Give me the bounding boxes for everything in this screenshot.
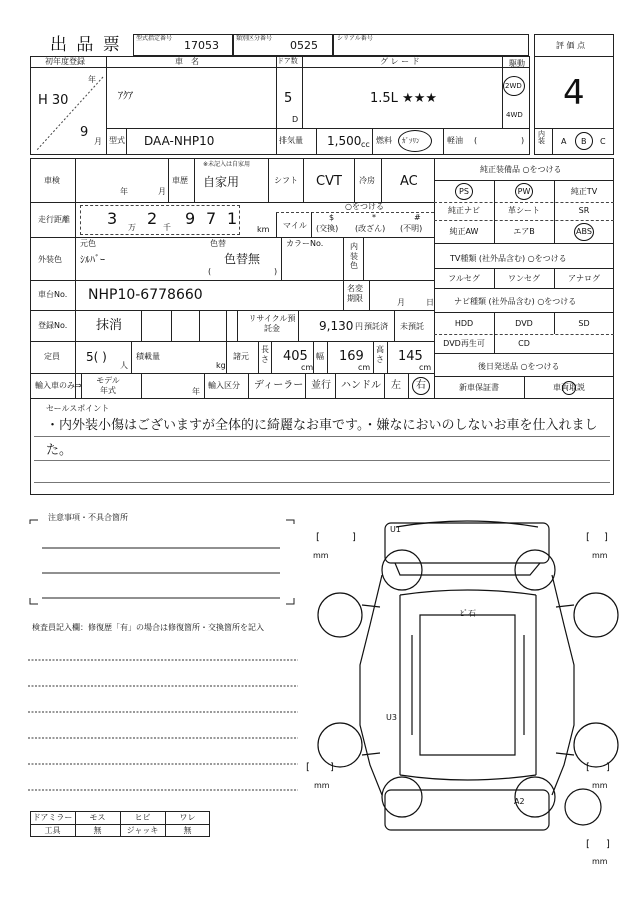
paren-close: ) (521, 136, 525, 145)
sales-point-line-1: ・内外装小傷はございますが全体的に綺麗なお車です。・嫌なにおいのしないお車を仕入れまし (46, 418, 598, 433)
length-cm: cm (301, 363, 314, 372)
mileage-digit-3: 9 (185, 209, 196, 228)
interior-grade-label: 内装 (538, 130, 545, 145)
original-color-label: 元色 (80, 239, 96, 248)
inspector-label: 検査員記入欄：修復歴「有」の場合は修復箇所・交換箇所を記入 (32, 623, 264, 632)
rating-label: 評 価 点 (556, 41, 586, 50)
nav-dvd: DVD (515, 319, 533, 328)
color-change-label: 色替 (210, 239, 226, 248)
drive-label: 駆動 (509, 59, 525, 68)
name-change-day: 日 (426, 298, 434, 307)
history-note: ※未記入は自家用 (203, 161, 251, 168)
door-mirror-crack: ヒビ (134, 813, 151, 822)
displacement-label: 排気量 (279, 136, 303, 145)
exterior-color-label: 外装色 (38, 255, 62, 264)
interior-grade-a: A (561, 137, 567, 146)
interior-grade-b-circle (575, 132, 593, 150)
sales-point-line-2: た。 (46, 443, 73, 458)
cd: CD (518, 339, 530, 348)
fuel-gasoline: ｶﾞｿﾘﾝ (402, 137, 420, 145)
mm-1: mm (313, 551, 329, 560)
tools-label: 工具 (44, 826, 61, 835)
name-change-month: 月 (397, 298, 405, 307)
equipment-abs-circle (574, 223, 594, 241)
car-name-label: 車 名 (175, 57, 199, 66)
import-class-label: 輸入区分 (208, 381, 240, 390)
class-number-label: 類別区分番号 (236, 35, 273, 42)
bracket-4-open: [ (586, 762, 590, 773)
history-label: 車歴 (172, 176, 188, 185)
model-year-label: モデル年式 (96, 376, 120, 395)
dvd-playable: DVD再生可 (443, 339, 485, 348)
car-name: ｱｸｱ (118, 91, 133, 102)
import-parallel: 並行 (311, 380, 331, 391)
shift-value: CVT (316, 174, 342, 189)
mileage-digit-2: 2 (147, 209, 158, 228)
grade: 1.5L ★★★ (370, 91, 438, 106)
bracket-3-open: [ (306, 762, 310, 773)
drive-2wd: 2WD (505, 82, 522, 90)
type-value: DAA-NHP10 (144, 134, 215, 148)
handle-left: 左 (391, 380, 401, 391)
inspection-year: 年 (120, 187, 128, 196)
month-suffix: 月 (94, 137, 102, 146)
equipment-aw: 純正AW (449, 227, 479, 236)
drive-4wd: 4WD (506, 111, 523, 119)
interior-color-label: 内装色 (350, 242, 358, 271)
jack-value: 無 (183, 826, 192, 835)
mm-4: mm (592, 781, 608, 790)
new-car-warranty: 新車保証書 (459, 383, 499, 392)
color-number-label: カラーNo. (286, 239, 324, 248)
type-label: 型式 (109, 136, 125, 145)
drive-2wd-circle (503, 76, 525, 96)
registration-number: 抹消 (96, 318, 123, 333)
tv-oneseg: ワンセグ (508, 274, 540, 283)
mileage-hash: # (414, 213, 421, 222)
bracket-3-close: ] (330, 762, 334, 773)
mileage-dollar: $ (329, 213, 335, 222)
serial-number-label: シリアル番号 (337, 35, 373, 42)
registration-number-label: 登録No. (38, 321, 68, 330)
import-dealer: ディーラー (254, 380, 304, 391)
door-mirror-moss: モス (89, 813, 106, 822)
tv-fullseg: フルセグ (448, 274, 480, 283)
car-damage-diagram (300, 515, 640, 845)
sales-point-label: セールスポイント (46, 404, 110, 413)
class-number: 0525 (290, 39, 318, 52)
caution-bracket (28, 518, 298, 608)
color-change-value: 色替無 (224, 252, 261, 266)
bracket-2-close: ] (604, 532, 608, 543)
mileage-mile: マイル (283, 221, 307, 230)
mileage-digit-5: 1 (227, 209, 238, 228)
mm-2: mm (592, 551, 608, 560)
inspection-label: 車検 (44, 176, 60, 185)
mileage-label: 走行距離 (38, 215, 70, 224)
capacity-unit: 人 (120, 361, 128, 370)
height-value: 145 (398, 349, 423, 364)
mark-u1: U1 (390, 525, 401, 534)
equipment-airbag: エアB (513, 227, 535, 236)
jack-label: ジャッキ (126, 826, 159, 835)
first-registration-label: 初年度登録 (45, 57, 85, 66)
recycle-unit: 円 (355, 322, 363, 331)
mileage-digit-4: 7 (206, 209, 217, 228)
name-change-label: 名変期限 (347, 284, 363, 303)
equipment-ps: PS (459, 187, 469, 196)
history-value: 自家用 (203, 175, 240, 189)
equipment-abs: ABS (576, 227, 592, 236)
after-shipping-title: 後日発送品 ○をつける (478, 362, 560, 371)
load-unit: kg (216, 361, 226, 370)
nav-hdd: HDD (454, 319, 474, 328)
year-suffix: 年 (88, 75, 96, 84)
door-count-label: ドア数 (277, 57, 298, 65)
fuel-gasoline-circle (398, 130, 432, 152)
vehicle-manual: 車両取説 (553, 383, 585, 392)
mileage-sen: 千 (163, 223, 171, 232)
equipment-tv: 純正TV (570, 187, 598, 196)
mm-5: mm (592, 857, 608, 866)
mileage-unknown: (不明) (400, 224, 423, 233)
recycle-amount: 9,130 (319, 319, 354, 333)
mileage-exchanged: (交換) (316, 224, 339, 233)
mark-chip: ﾋﾞ石 (460, 609, 476, 618)
handle-right: 右 (416, 380, 426, 391)
equipment-title: 純正装備品 ○をつける (480, 165, 562, 174)
door-mirror-break: ワレ (179, 813, 196, 822)
equipment-pw: PW (517, 187, 531, 196)
capacity-value: 5( ) (86, 350, 107, 364)
mark-u3: U3 (386, 713, 397, 722)
width-label: 幅 (316, 352, 324, 361)
color-change-paren-open: ( (208, 267, 212, 276)
capacity-label: 定員 (44, 352, 60, 361)
interior-grade-b: B (581, 137, 587, 146)
mileage-digit-1: 3 (107, 209, 118, 228)
model-number: 17053 (184, 39, 219, 52)
displacement: 1,500 (327, 134, 362, 148)
mileage-unit: km (257, 225, 270, 234)
mileage-choose: ○をつける (345, 202, 384, 211)
color-change-paren-close: ) (274, 267, 278, 276)
mileage-man: 万 (128, 223, 136, 232)
grade-label: グ レ ー ド (380, 57, 420, 66)
dimensions-label: 諸元 (233, 352, 249, 361)
ac-value: AC (400, 174, 418, 189)
tools-value: 無 (93, 826, 102, 835)
height-cm: cm (419, 363, 432, 372)
door-type: D (292, 115, 299, 124)
displacement-unit: cc (361, 140, 370, 149)
model-year-suffix: 年 (192, 387, 200, 396)
length-value: 405 (283, 349, 308, 364)
inspection-month: 月 (158, 187, 166, 196)
fuel-label: 燃料 (376, 136, 392, 145)
equipment-ps-circle (455, 183, 473, 200)
equipment-navi: 純正ナビ (448, 206, 480, 215)
import-label: 輸入車のみ⇒ (35, 381, 82, 390)
handle-label: ハンドル (341, 380, 381, 391)
mark-a2: A2 (514, 797, 525, 806)
width-value: 169 (339, 349, 364, 364)
load-label: 積載量 (136, 352, 160, 361)
registration-year: H 30 (38, 93, 69, 108)
original-color: ｼﾙﾊﾞｰ (80, 255, 105, 266)
door-mirror-label: ドアミラー (32, 813, 73, 822)
chassis-label: 車台No. (38, 290, 68, 299)
recycle-not-deposited: 未預託 (400, 322, 424, 331)
caution-label: 注意事項・不具合箇所 (48, 513, 128, 522)
equipment-leather: 革シート (508, 206, 540, 215)
shift-label: シフト (274, 176, 298, 185)
door-count: 5 (284, 91, 293, 106)
bracket-1-open: [ (316, 532, 320, 543)
nav-type-title: ナビ種類 (社外品含む) ○をつける (454, 297, 577, 306)
recycle-label: リサイクル預託金 (248, 314, 296, 333)
height-label: 高さ (376, 345, 384, 364)
interior-grade-c: C (600, 137, 606, 146)
paren-open: ( (474, 136, 478, 145)
chassis-number: NHP10-6778660 (88, 287, 203, 303)
length-label: 長さ (261, 345, 269, 364)
width-cm: cm (358, 363, 371, 372)
inspector-lines (28, 640, 300, 800)
recycle-deposited: 預託済 (364, 322, 388, 331)
bracket-1-close: ] (352, 532, 356, 543)
bracket-5-close: ] (606, 839, 610, 850)
rating-value: 4 (563, 73, 585, 113)
registration-month: 9 (80, 125, 89, 140)
equipment-sr: SR (578, 206, 590, 215)
bracket-4-close: ] (606, 762, 610, 773)
bracket-2-open: [ (586, 532, 590, 543)
bracket-5-open: [ (586, 839, 590, 850)
mileage-star: * (372, 213, 376, 222)
mm-3: mm (314, 781, 330, 790)
form-title: 出 品 票 (50, 35, 122, 55)
light-oil-label: 軽油 (447, 136, 463, 145)
ac-label: 冷房 (359, 176, 375, 185)
tv-type-title: TV種類 (社外品含む) ○をつける (450, 254, 567, 263)
mileage-tampered: (改ざん) (355, 224, 386, 233)
vehicle-manual-circle (562, 381, 576, 395)
nav-sd: SD (578, 319, 590, 328)
equipment-pw-circle (515, 183, 533, 200)
tv-analog: アナログ (568, 274, 600, 283)
handle-right-circle (412, 377, 430, 395)
model-number-label: 型式指定番号 (136, 35, 173, 42)
